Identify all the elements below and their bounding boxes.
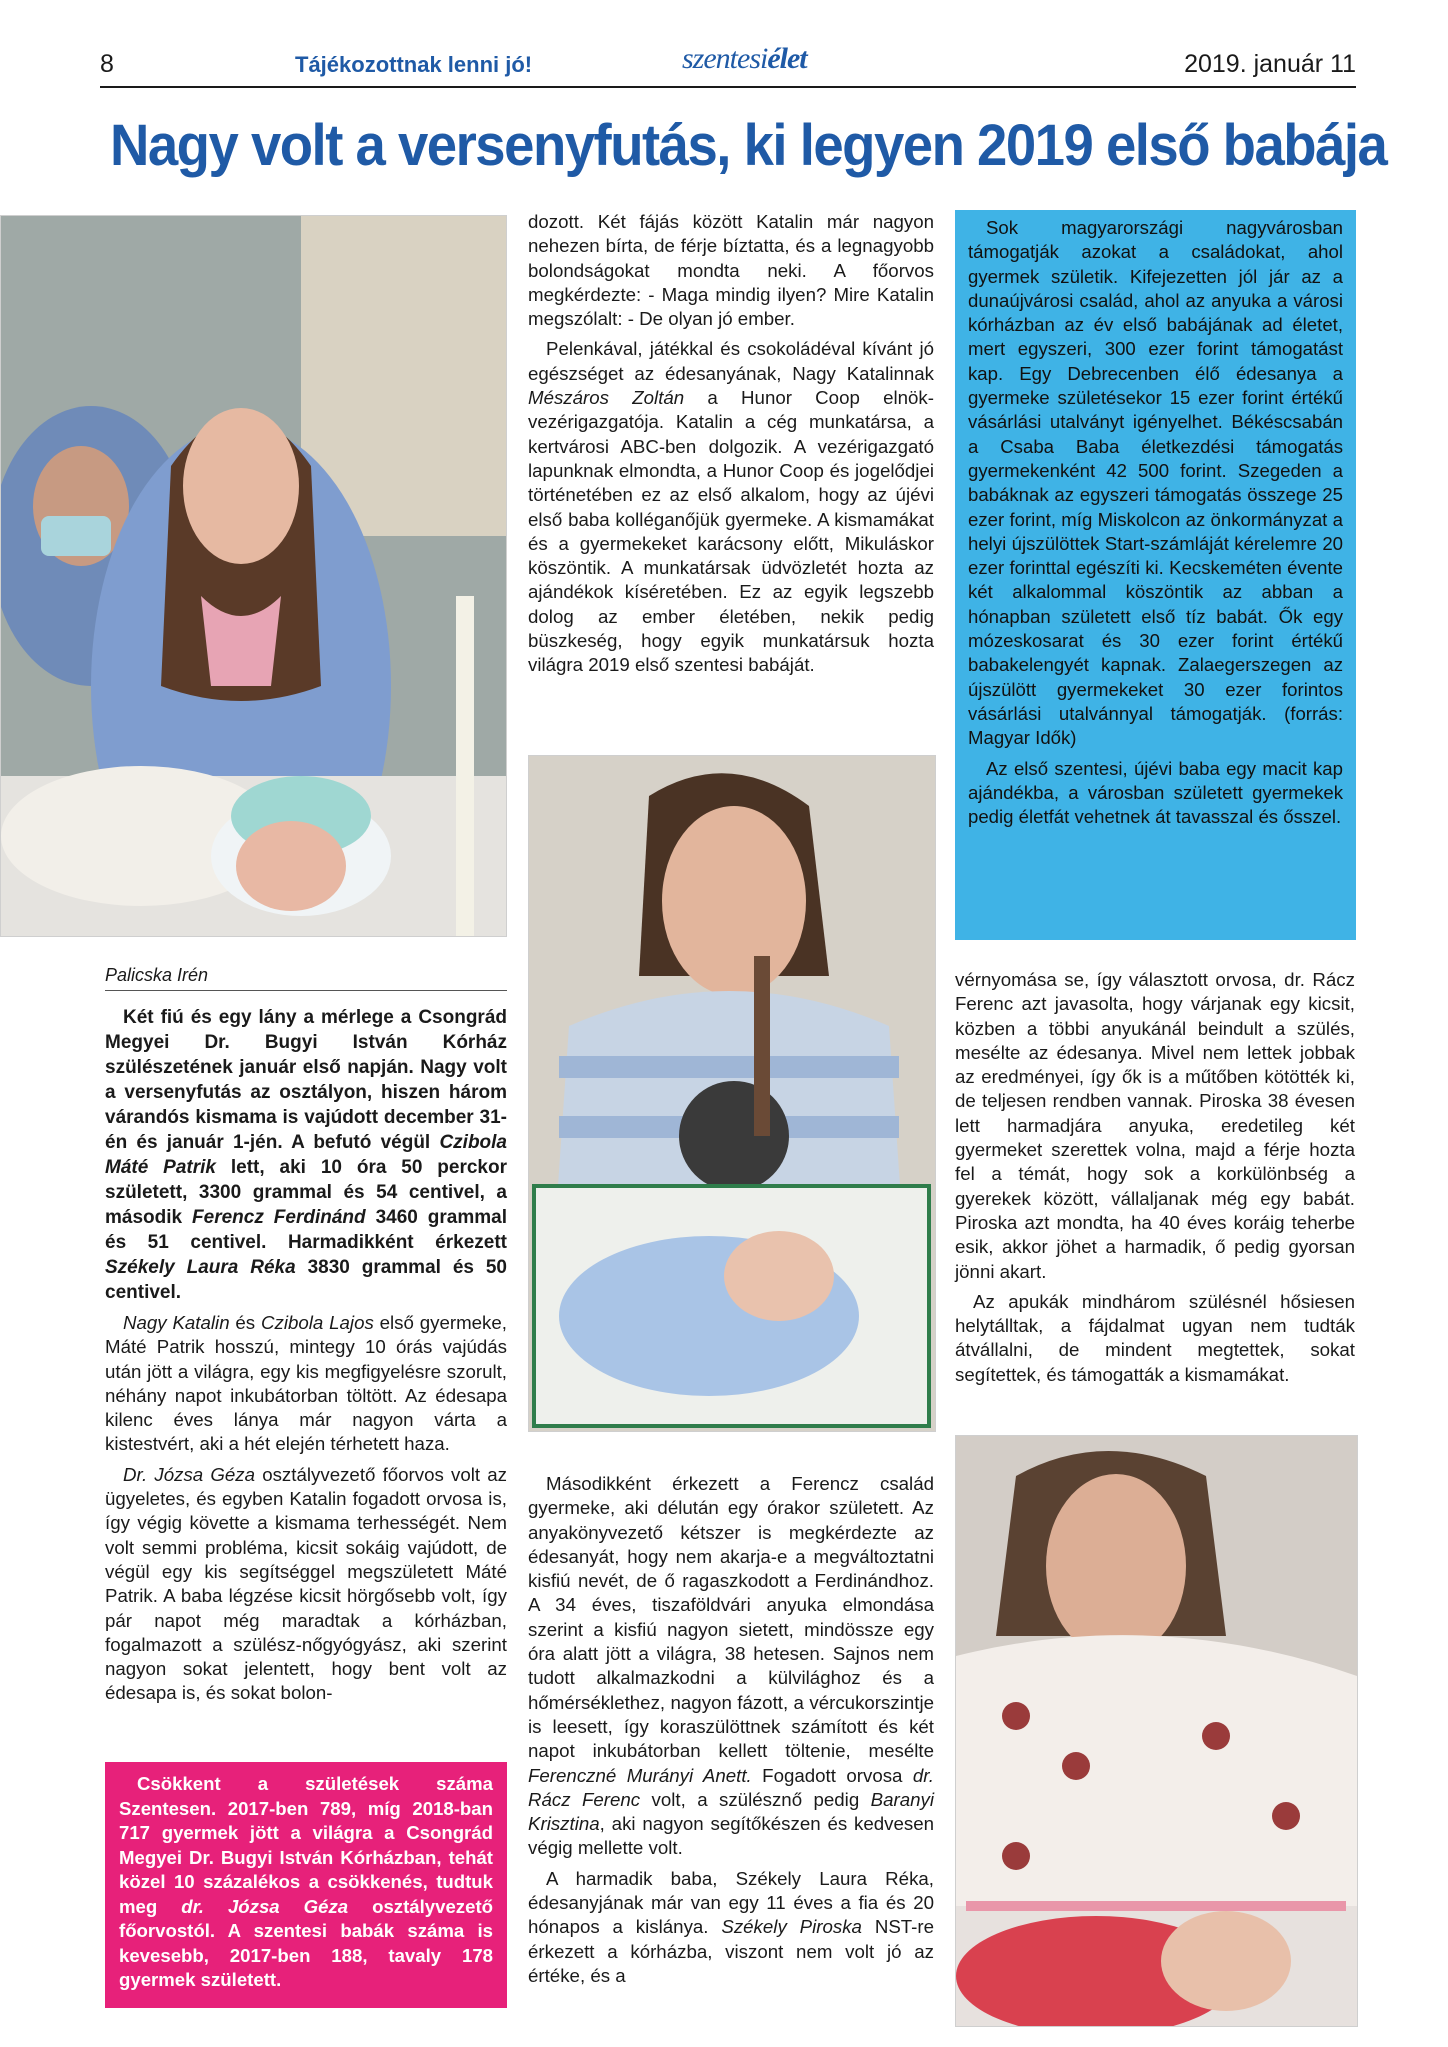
article-column-1 xyxy=(105,1005,507,1712)
issue-date: 2019. január 11 xyxy=(1184,50,1356,78)
box-text: osztályvezető főorvostól. A szentesi babák száma is kevesebb, 2017-ben 188, tavaly 178 gyermek született. xyxy=(119,1895,493,1990)
sidebar-paragraph: Sok magyarországi nagyvárosban támogatják azokat a családokat, ahol gyermek születik. Kifejezetten jól jár az a dunaújvárosi család, ahol az anyuka a városi kórházban az év első babájának ad életet, mert egyszeri, 300 ezer forint támogatást kap. Egy Debrecenben élő édesanya a gyermeke születésekor 15 ezer forint értékű vásárlási utalványt igényelhet. Békéscsabán a Csaba Baba életkezdési támogatás gyermekenként 42 500 forint. Szegeden a babáknak az egyszeri támogatás összege 25 ezer forint, míg Miskolcon az önkormányzat a helyi újszülöttek Start-számláját kérelemre 20 ezer forinttal egészíti ki. Kecskeméten évente két alkalommal köszöntik az abban a hónapban született első tíz babát. Ők egy mózeskosarat és 30 ezer forint értékű babakelengyét kapnak. Zalaegerszegen az újszülött gyermekeket 30 ezer forintos vásárlási utalvánnyal támogatják. (forrás: Magyar Idők) xyxy=(968,217,1343,749)
photo-1-illustration xyxy=(1,216,506,936)
article-headline: Nagy volt a versenyfutás, ki legyen 2019 első babája xyxy=(110,113,1387,178)
body-paragraph xyxy=(105,1463,507,1706)
body-paragraph xyxy=(105,1311,507,1457)
photo-mother-with-baby-girl xyxy=(955,1435,1358,2027)
body-text: A harmadik baba, Székely Laura Réka, édesanyjának már van egy 11 éves a fia és 20 hónapos a kislánya. xyxy=(528,1867,934,1938)
body-text: , aki nagyon segítőkészen és kedvesen végig mellette volt. xyxy=(528,1813,934,1859)
header-divider xyxy=(100,86,1356,88)
body-paragraph xyxy=(528,1472,934,1861)
sidebar-paragraph: Az első szentesi, újévi baba egy macit kap ajándékba, a városban született gyermekek pedig életfát vehetnek át tavasszal és ősszel. xyxy=(968,757,1343,828)
page-number: 8 xyxy=(100,50,114,78)
person-name: Székely Piroska xyxy=(721,1916,862,1938)
box-paragraph xyxy=(119,1772,493,1993)
lead-text-3: 3460 grammal és 51 centivel. Harmadikként érkezett xyxy=(105,1207,508,1253)
box-text: Csökkent a születések száma Szentesen. 2017-ben 789, míg 2018-ban 717 gyermek jött a világra a Csongrád Megyei Dr. Bugyi István Kórházban, tehát közel 10 százalékos a csökkenés, tudtuk meg xyxy=(119,1773,493,1917)
article-column-2-top xyxy=(528,210,934,684)
masthead-part1: szentesi xyxy=(682,42,768,75)
person-name: dr. Rácz Ferenc xyxy=(528,1764,934,1810)
lead-name-1: Czibola Máté Patrik xyxy=(105,1132,507,1178)
photo-2-illustration xyxy=(529,756,935,1431)
photo-3-illustration xyxy=(956,1436,1357,2026)
body-text: NST-re érkezett a kórházba, viszont nem volt jó az értéke, és a xyxy=(528,1916,934,1986)
photo-mother-with-newborn-in-cot xyxy=(528,755,936,1432)
body-paragraph xyxy=(528,1867,934,1988)
body-text: Fogadott orvosa xyxy=(751,1764,913,1786)
caption-divider xyxy=(105,990,507,991)
city-support-sidebar xyxy=(955,210,1356,940)
body-text: Pelenkával, játékkal és csokoládéval kívánt jó egészséget az édesanyának, Nagy Katalinnak xyxy=(528,338,934,384)
body-text: volt, a szülésznő pedig xyxy=(640,1788,871,1810)
body-text: a Hunor Coop elnök-vezérigazgatója. Katalin a cég munkatársa, a kertvárosi ABC-ben dolgozik. A vezérigazgató lapunknak elmondta, a Hunor Coop és jogelődjei történetében ez az első alkalom, hogy az újévi első baba kolléganőjük gyermeke. A kismamákat és a gyermekeket karácsony előtt, Mikuláskor köszöntik. A munkatársak üdvözletét hozta az ajándékok kíséretében. Ez az egyik legszebb dolog az ember életében, nekik pedig büszkeség, hogy egyik munkatársuk hozta világra 2019 első szentesi babáját. xyxy=(528,387,934,676)
article-column-2-bottom xyxy=(528,1472,934,1994)
body-text: osztályvezető főorvos volt az ügyeletes, és egyben Katalin fogadott orvosa is, így végig követte a kismama terhességét. Nem volt semmi probléma, kicsit sokáig vajúdott, de végül egy kis segítséggel megszületett Máté Patrik. A baba légzése kicsit hörgősebb volt, így pár napot még maradtak a kórházban, fogalmazott a szülész-nőgyógyász, aki szerint nagyon sokat jelentett, hogy bent volt az édesapa is, és sokat bolon- xyxy=(105,1463,507,1704)
person-name: Nagy Katalin xyxy=(123,1312,230,1333)
body-paragraph: dozott. Két fájás között Katalin már nagyon nehezen bírta, de férje bíztatta, és a legnagyobb bolondságokat mondta neki. A főorvos megkérdezte: - Maga mindig ilyen? Mire Katalin megszólalt: - De olyan jó ember. xyxy=(528,211,934,330)
body-text: és xyxy=(229,1312,261,1333)
lead-name-2: Ferencz Ferdinánd xyxy=(192,1207,366,1228)
body-paragraph: Az apukák mindhárom szülésnél hősiesen helytálltak, a fájdalmat ugyan nem tudták átvállalni, de mindent megtettek, sokat segítettek, és támogatták a kismamákat. xyxy=(955,1290,1355,1385)
person-name: dr. Józsa Géza xyxy=(181,1895,349,1917)
person-name: Ferenczné Murányi Anett. xyxy=(528,1764,752,1786)
body-paragraph: vérnyomása se, így választott orvosa, dr. Rácz Ferenc azt javasolta, hogy várjanak egy kicsit, közben a többi anyukánál beindult a szülés, mesélte az édesanya. Mivel nem lettek jobbak az eredményei, így ők is a műtőben kötötték ki, de teljesen rendben vannak. Piroska 38 évesen lett harmadjára anyuka, eredetileg két gyermeket szerettek volna, majd a férje hozta fel a témát, hogy sok a korkülönbség a gyerekek között, vállaljanak még egy babát. Piroska azt mondta, ha 40 éves koráig teherbe esik, akkor jöhet a harmadik, ő pedig gyorsan jönni akart. xyxy=(955,969,1355,1282)
lead-text-2: lett, aki 10 óra 50 perckor született, 3300 grammal és 54 centivel, a második xyxy=(105,1157,507,1228)
birth-statistics-box xyxy=(105,1762,507,2008)
article-column-3 xyxy=(955,968,1355,1393)
photo-credit: Palicska Irén xyxy=(105,965,209,985)
masthead-part2: élet xyxy=(767,42,807,75)
person-name: Dr. Józsa Géza xyxy=(123,1463,256,1485)
masthead-logo xyxy=(682,42,807,76)
person-name: Baranyi Krisztina xyxy=(528,1788,934,1835)
lead-text-4: 3830 grammal és 50 centivel. xyxy=(105,1257,507,1303)
person-name: Mészáros Zoltán xyxy=(528,387,685,409)
lead-name-3: Székely Laura Réka xyxy=(105,1257,296,1278)
body-text: Másodikként érkezett a Ferencz család gyermeke, aki délután egy órakor született. Az anyakönyvezető kétszer is megkérdezte az édesanyát, hogy nem akarja-e a megváltoztatni kisfiú nevét, de ő ragaszkodott a Ferdinándhoz. A 34 éves, tiszaföldvári anyuka elmondása szerint a kisfiú nagyon sietett, mindössze egy óra alatt jött a világra, 38 hetesen. Sajnos nem tudott alkalmazkodni a külvilághoz és a hőmérséklethez, nagyon fázott, a vércukorszintje is leesett, így koraszülöttnek számított és két napot inkubátorban kellett töltenie, mesélte xyxy=(528,1473,934,1762)
body-paragraph xyxy=(528,337,934,677)
photo-parents-with-newborn xyxy=(0,215,507,937)
tagline: Tájékozottnak lenni jó! xyxy=(295,52,533,77)
lead-paragraph xyxy=(105,1005,507,1305)
person-name: Czibola Lajos xyxy=(260,1312,374,1333)
lead-text-1: Két fiú és egy lány a mérlege a Csongrád Megyei Dr. Bugyi István Kórház szülészetének január első napján. Nagy volt a versenyfutás az osztályon, hiszen három várandós kismama is vajúdott december 31-én és január 1-jén. A befutó végül xyxy=(105,1007,507,1153)
body-text: első gyermeke, Máté Patrik hosszú, mintegy 10 órás vajúdás után jött a világra, egy kis megfigyelésre szorult, néhány napot inkubátorban töltött. Az édesapa kilenc éves lánya már nagyon várta a kistestvért, aki a hét elején térhetett haza. xyxy=(105,1312,507,1455)
